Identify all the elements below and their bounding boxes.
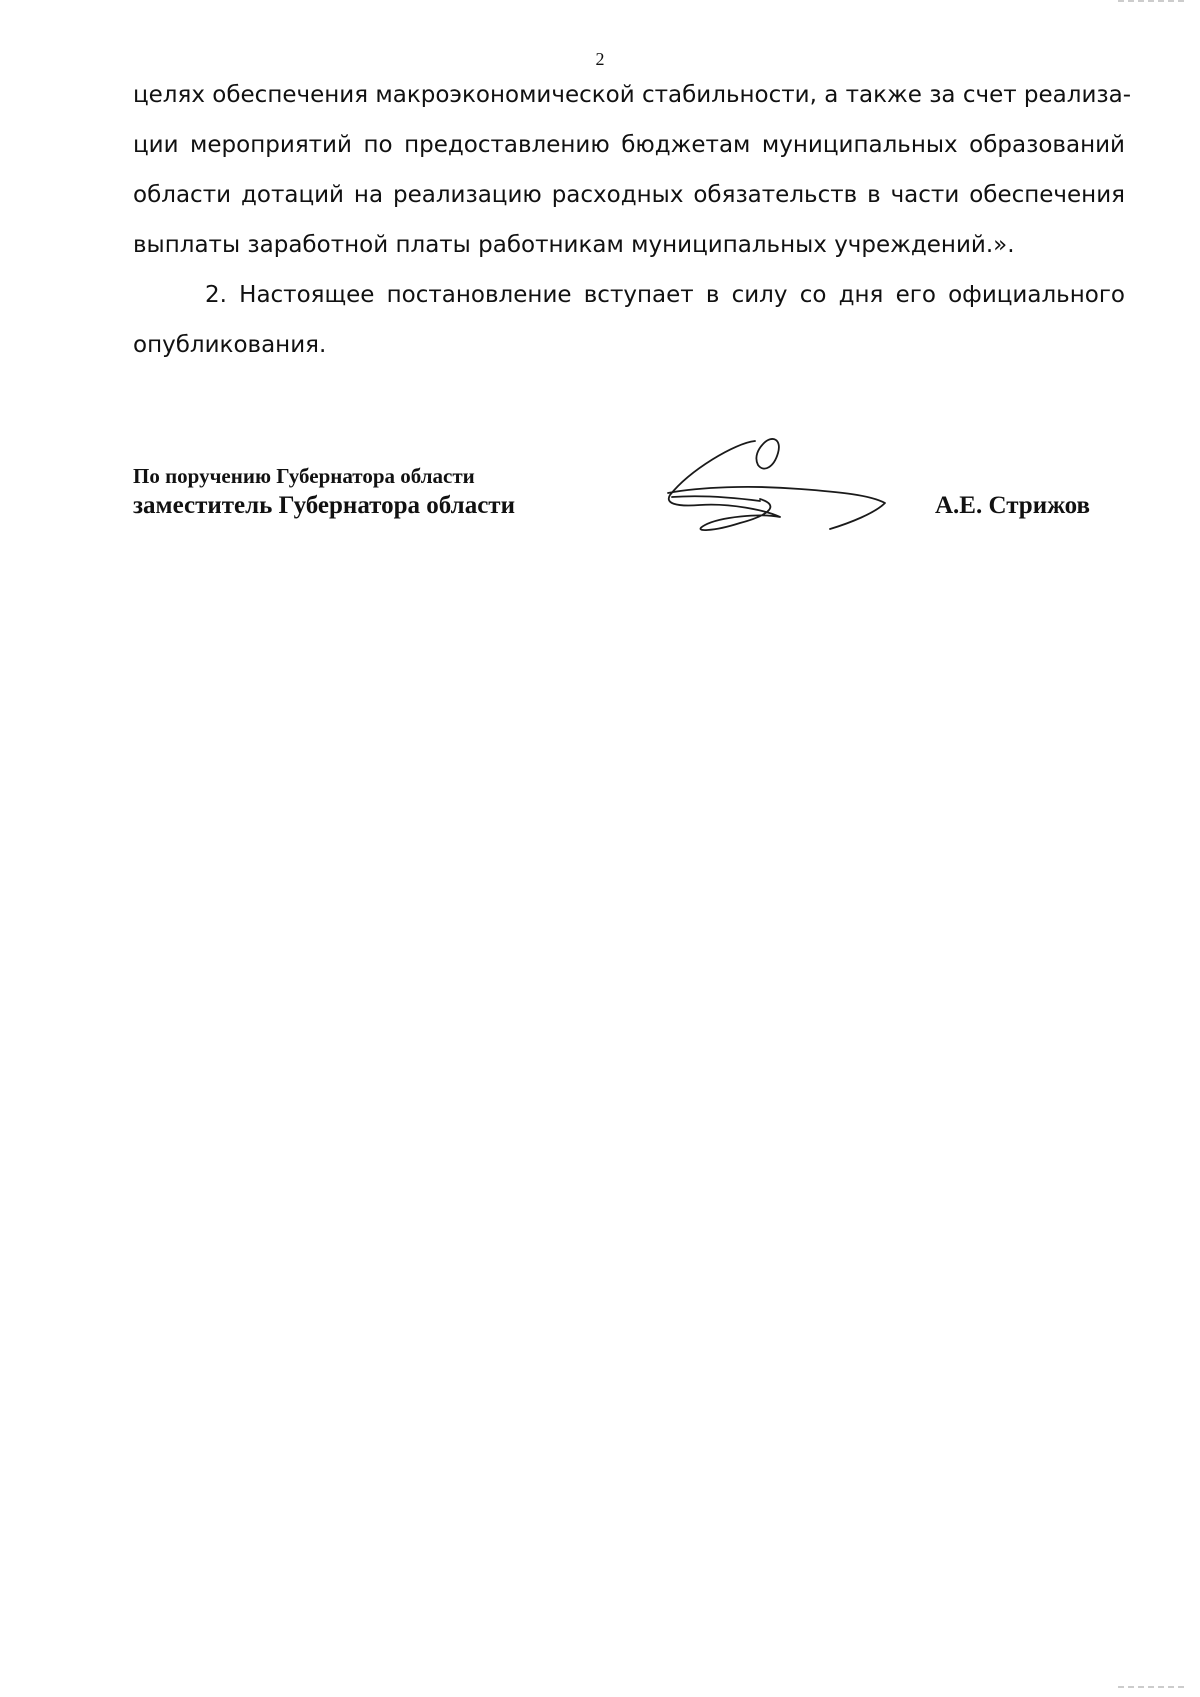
scan-edge-mark-top: [1118, 0, 1188, 3]
handwritten-signature-icon: [660, 425, 900, 540]
scan-edge-mark-bottom: [1118, 1686, 1188, 1689]
paragraph-2-line-1: 2. Настоящее постановление вступает в силу со дня его официального: [205, 282, 1125, 308]
page-number: 2: [595, 49, 605, 69]
signer-name: А.Е. Стрижов: [935, 492, 1090, 519]
signatory-title-block: [133, 462, 515, 522]
paragraph-2-line-2: опубликования.: [133, 332, 327, 358]
authority-line: По поручению Губернатора области: [133, 464, 475, 488]
paragraph-1-line-4: выплаты заработной платы работникам муниципальных учреждений.».: [133, 232, 1015, 258]
paragraph-1-line-1: целях обеспечения макроэкономической стабильности, а также за счет реализа-: [133, 82, 1132, 108]
position-line: заместитель Губернатора области: [133, 492, 515, 519]
document-body: [133, 70, 1132, 370]
paragraph-1-line-3: области дотаций на реализацию расходных обязательств в части обеспечения: [133, 182, 1125, 208]
paragraph-1-line-2: ции мероприятий по предоставлению бюджетам муниципальных образований: [133, 132, 1125, 158]
